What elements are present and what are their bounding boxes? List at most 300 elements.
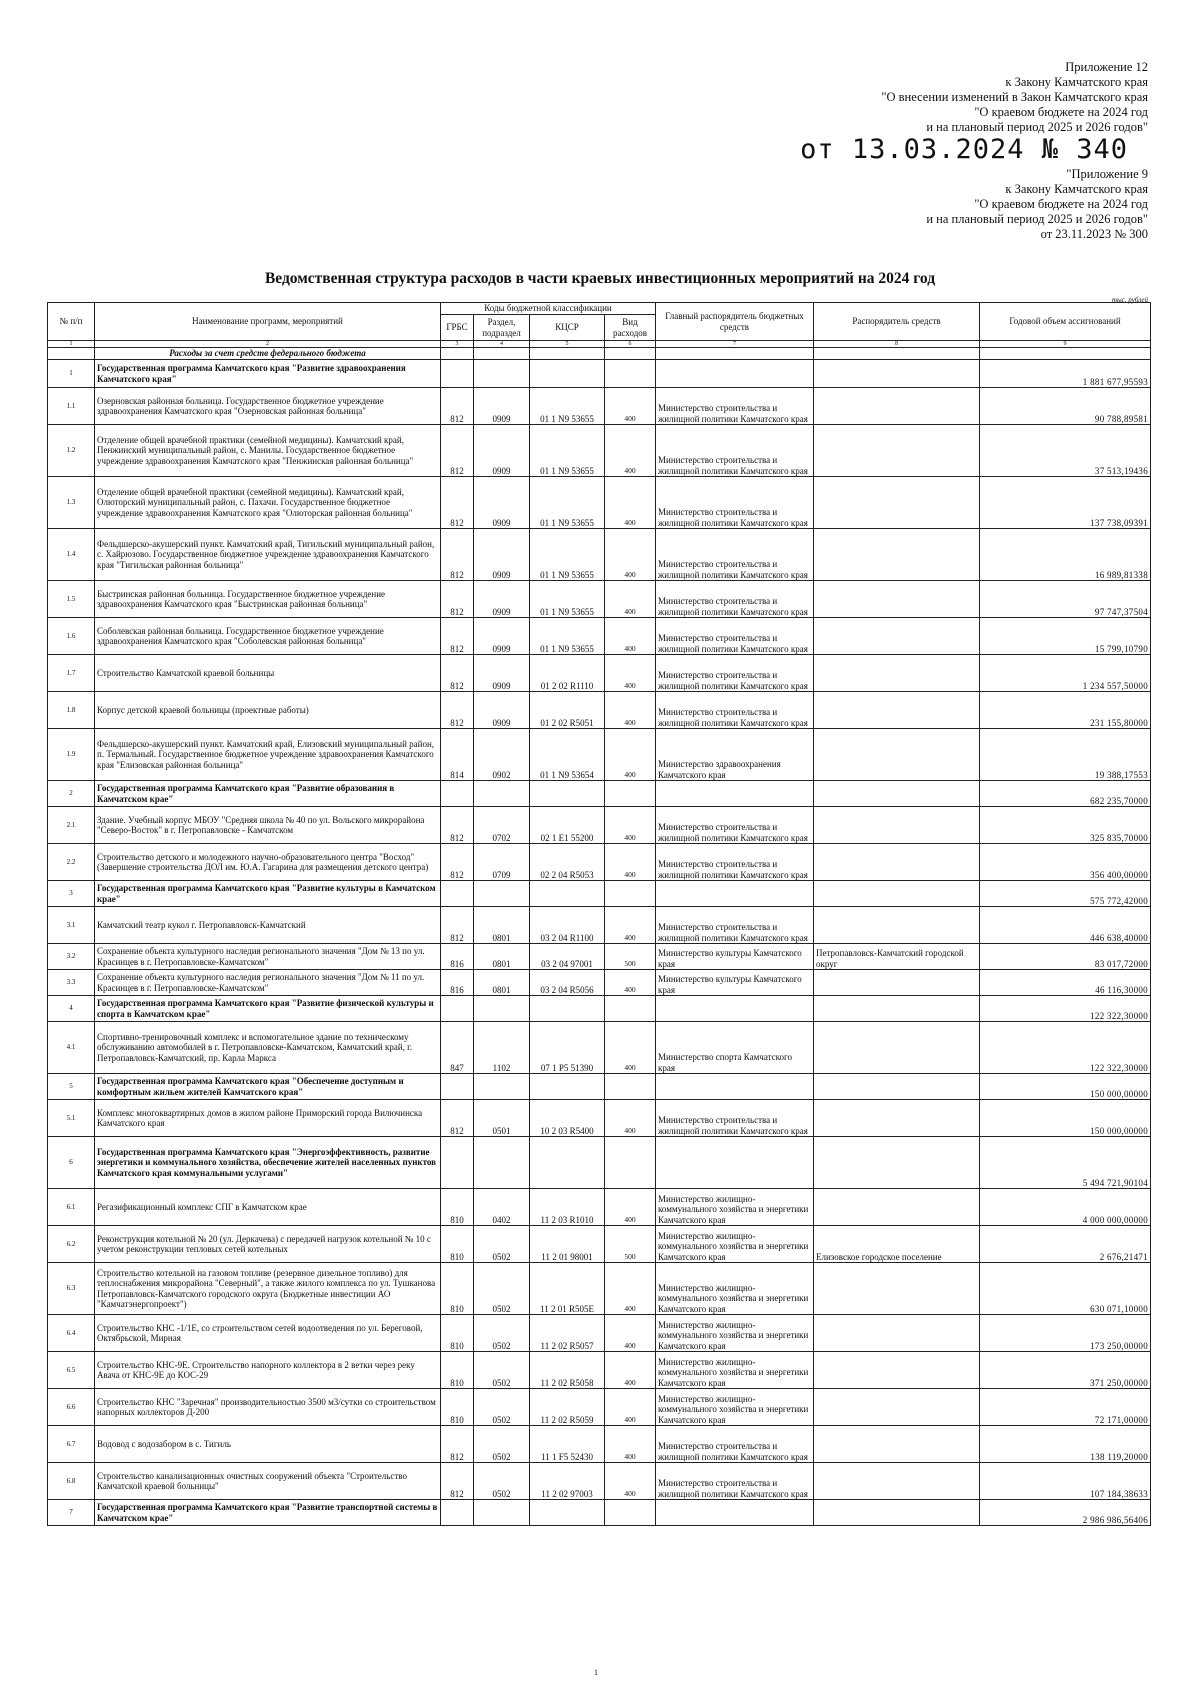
item-name: Строительство КНС "Заречная" производительностью 3500 м3/сутки со строительством напорных коллекторов Д-200: [95, 1389, 441, 1426]
annual-amount: 173 250,00000: [980, 1315, 1151, 1352]
funds-manager: [814, 581, 980, 618]
col-header-codes-group: Коды бюджетной классификации: [441, 303, 656, 315]
kcsr-code: 11 2 01 98001: [530, 1226, 605, 1263]
kcsr-code: 01 1 N9 53654: [530, 729, 605, 781]
kcsr-code: 07 1 P5 51390: [530, 1022, 605, 1074]
table-row: [48, 655, 1151, 692]
funds-manager: [814, 618, 980, 655]
row-number: 5: [48, 1074, 95, 1100]
item-name: Здание. Учебный корпус МБОУ "Средняя школа № 40 по ул. Вольского микрорайона "Северо-Восток" в г. Петропавловске - Камчатском: [95, 807, 441, 844]
row-number: 6.8: [48, 1463, 95, 1500]
table-row: [48, 944, 1151, 970]
grbs-code: [441, 1500, 474, 1526]
vid-code: 400: [605, 907, 656, 944]
grbs-code: 810: [441, 1226, 474, 1263]
annual-amount: 1 234 557,50000: [980, 655, 1151, 692]
grbs-code: 812: [441, 907, 474, 944]
item-name: Регазификационный комплекс СПГ в Камчатском крае: [95, 1189, 441, 1226]
razdel-code: 0909: [474, 618, 530, 655]
table-row: [48, 1352, 1151, 1389]
grbs-code: 810: [441, 1352, 474, 1389]
razdel-code: 0502: [474, 1315, 530, 1352]
main-manager: Министерство строительства и жилищной политики Камчатского края: [656, 1100, 814, 1137]
razdel-code: 1102: [474, 1022, 530, 1074]
table-row: [48, 907, 1151, 944]
kcsr-code: 01 1 N9 53655: [530, 425, 605, 477]
item-name: Государственная программа Камчатского края "Энергоэффективность, развитие энергетики и коммунального хозяйства, обеспечение жителей населенных пунктов Камчатского края коммунальными услугами": [95, 1137, 441, 1189]
razdel-code: 0801: [474, 907, 530, 944]
main-manager: [656, 1500, 814, 1526]
table-row: [48, 1263, 1151, 1315]
vid-code: 400: [605, 477, 656, 529]
page-number: 1: [594, 1668, 598, 1677]
row-number: 1.7: [48, 655, 95, 692]
funds-manager: [814, 729, 980, 781]
row-number: 1.5: [48, 581, 95, 618]
item-name: Государственная программа Камчатского края "Обеспечение доступным и комфортным жильем жителей Камчатского края": [95, 1074, 441, 1100]
kcsr-code: [530, 360, 605, 388]
kcsr-code: 01 1 N9 53655: [530, 529, 605, 581]
table-row: [48, 692, 1151, 729]
main-manager: Министерство строительства и жилищной политики Камчатского края: [656, 1426, 814, 1463]
kcsr-code: 02 1 E1 55200: [530, 807, 605, 844]
item-name: Строительство детского и молодежного научно-образовательного центра "Восход" (Завершение строительства ДОЛ им. Ю.А. Гагарина для размещения детского центра): [95, 844, 441, 881]
annual-amount: 5 494 721,90104: [980, 1137, 1151, 1189]
razdel-code: 0501: [474, 1100, 530, 1137]
vid-code: [605, 360, 656, 388]
annual-amount: 1 881 677,95593: [980, 360, 1151, 388]
funds-manager: [814, 1189, 980, 1226]
razdel-code: 0402: [474, 1189, 530, 1226]
table-row: [48, 529, 1151, 581]
col-header-num: № п/п: [48, 303, 95, 341]
funds-manager: [814, 1074, 980, 1100]
header-line: "О внесении изменений в Закон Камчатского края: [881, 90, 1148, 104]
grbs-code: 812: [441, 388, 474, 425]
grbs-code: 812: [441, 425, 474, 477]
main-manager: [656, 996, 814, 1022]
funds-manager: [814, 1463, 980, 1500]
kcsr-code: [530, 996, 605, 1022]
funds-manager: [814, 655, 980, 692]
row-number: 1.2: [48, 425, 95, 477]
row-number: 3.3: [48, 970, 95, 996]
grbs-code: [441, 781, 474, 807]
grbs-code: [441, 881, 474, 907]
vid-code: [605, 1137, 656, 1189]
annual-amount: 150 000,00000: [980, 1074, 1151, 1100]
vid-code: 400: [605, 807, 656, 844]
main-manager: [656, 781, 814, 807]
grbs-code: 812: [441, 529, 474, 581]
row-number: 1: [48, 360, 95, 388]
kcsr-code: 03 2 04 R5056: [530, 970, 605, 996]
funds-manager: [814, 1389, 980, 1426]
col-number: 1: [48, 341, 95, 348]
item-name: Сохранение объекта культурного наследия регионального значения "Дом № 13 по ул. Красинцев в г. Петропавловске-Камчатском": [95, 944, 441, 970]
col-number: 2: [95, 341, 441, 348]
main-manager: Министерство строительства и жилищной политики Камчатского края: [656, 477, 814, 529]
kcsr-code: 03 2 04 R1100: [530, 907, 605, 944]
vid-code: 400: [605, 1426, 656, 1463]
header-line: Приложение 12: [1065, 60, 1148, 74]
row-number: 2.1: [48, 807, 95, 844]
table-row: [48, 729, 1151, 781]
razdel-code: 0502: [474, 1389, 530, 1426]
main-manager: [656, 1137, 814, 1189]
row-number: 2: [48, 781, 95, 807]
row-number: 1.3: [48, 477, 95, 529]
col-number: 3: [441, 341, 474, 348]
item-name: Комплекс многоквартирных домов в жилом районе Приморский города Вилючинска Камчатского края: [95, 1100, 441, 1137]
item-name: Камчатский театр кукол г. Петропавловск-Камчатский: [95, 907, 441, 944]
kcsr-code: 10 2 03 R5400: [530, 1100, 605, 1137]
grbs-code: 812: [441, 655, 474, 692]
grbs-code: [441, 996, 474, 1022]
vid-code: 400: [605, 1315, 656, 1352]
row-number: 3.1: [48, 907, 95, 944]
main-manager: Министерство строительства и жилищной политики Камчатского края: [656, 907, 814, 944]
razdel-code: [474, 360, 530, 388]
col-number: 8: [814, 341, 980, 348]
annual-amount: 150 000,00000: [980, 1100, 1151, 1137]
grbs-code: 812: [441, 692, 474, 729]
row-number: 6.2: [48, 1226, 95, 1263]
funds-manager: Елизовское городское поселение: [814, 1226, 980, 1263]
expenses-table: [47, 302, 1151, 1526]
funds-manager: [814, 1352, 980, 1389]
main-manager: Министерство жилищно-коммунального хозяйства и энергетики Камчатского края: [656, 1226, 814, 1263]
kcsr-code: 11 2 02 R5059: [530, 1389, 605, 1426]
row-number: 3: [48, 881, 95, 907]
item-name: Отделение общей врачебной практики (семейной медицины). Камчатский край, Олюторский муниципальный район, с. Пахачи. Государственное бюджетное учреждение здравоохранения Камчатского края "Олюторская районная больница": [95, 477, 441, 529]
grbs-code: [441, 360, 474, 388]
kcsr-code: 01 1 N9 53655: [530, 618, 605, 655]
item-name: Государственная программа Камчатского края "Развитие транспортной системы в Камчатском крае": [95, 1500, 441, 1526]
funds-manager: [814, 781, 980, 807]
razdel-code: 0909: [474, 388, 530, 425]
units-label: тыс. рублей: [1111, 296, 1148, 304]
razdel-code: 0709: [474, 844, 530, 881]
main-manager: Министерство жилищно-коммунального хозяйства и энергетики Камчатского края: [656, 1263, 814, 1315]
col-number: 7: [656, 341, 814, 348]
table-row: [48, 1389, 1151, 1426]
row-number: 6.5: [48, 1352, 95, 1389]
vid-code: 400: [605, 1352, 656, 1389]
item-name: Фельдшерско-акушерский пункт. Камчатский край, Елизовский муниципальный район, п. Термальный. Государственное бюджетное учреждение здравоохранения Камчатского края "Елизовская районная больница": [95, 729, 441, 781]
funds-manager: [814, 996, 980, 1022]
main-manager: Министерство строительства и жилищной политики Камчатского края: [656, 388, 814, 425]
grbs-code: [441, 1137, 474, 1189]
annual-amount: 122 322,30000: [980, 1022, 1151, 1074]
annual-amount: 122 322,30000: [980, 996, 1151, 1022]
vid-code: 400: [605, 1022, 656, 1074]
grbs-code: 810: [441, 1189, 474, 1226]
razdel-code: 0502: [474, 1226, 530, 1263]
grbs-code: 816: [441, 944, 474, 970]
razdel-code: 0702: [474, 807, 530, 844]
main-manager: Министерство строительства и жилищной политики Камчатского края: [656, 581, 814, 618]
funds-manager: [814, 1500, 980, 1526]
table-row: [48, 807, 1151, 844]
row-number: 6.7: [48, 1426, 95, 1463]
annual-amount: 97 747,37504: [980, 581, 1151, 618]
col-number: 4: [474, 341, 530, 348]
program-row: [48, 1137, 1151, 1189]
grbs-code: 816: [441, 970, 474, 996]
razdel-code: 0801: [474, 970, 530, 996]
col-header-razdel: Раздел, подраздел: [474, 315, 530, 341]
main-manager: Министерство строительства и жилищной политики Камчатского края: [656, 1463, 814, 1500]
annual-amount: 575 772,42000: [980, 881, 1151, 907]
annual-amount: 356 400,00000: [980, 844, 1151, 881]
vid-code: 500: [605, 1226, 656, 1263]
razdel-code: [474, 1500, 530, 1526]
kcsr-code: [530, 881, 605, 907]
razdel-code: [474, 1074, 530, 1100]
funds-manager: [814, 1315, 980, 1352]
kcsr-code: 11 2 01 R505E: [530, 1263, 605, 1315]
grbs-code: 812: [441, 1100, 474, 1137]
col-number: 6: [605, 341, 656, 348]
annual-amount: 371 250,00000: [980, 1352, 1151, 1389]
kcsr-code: [530, 1074, 605, 1100]
main-manager: Министерство культуры Камчатского края: [656, 944, 814, 970]
row-number: 1.9: [48, 729, 95, 781]
item-name: Строительство КНС -1/1Е, со строительством сетей водоотведения по ул. Береговой, Октябрьской, Мирная: [95, 1315, 441, 1352]
grbs-code: 812: [441, 581, 474, 618]
table-row: [48, 1100, 1151, 1137]
vid-code: 400: [605, 581, 656, 618]
document-header: [800, 60, 1148, 242]
annual-amount: 325 835,70000: [980, 807, 1151, 844]
vid-code: 400: [605, 970, 656, 996]
item-name: Строительство КНС-9Е. Строительство напорного коллектора в 2 ветки через реку Авача от КНС-9Е до КОС-29: [95, 1352, 441, 1389]
row-number: 3.2: [48, 944, 95, 970]
table-row: [48, 581, 1151, 618]
item-name: Государственная программа Камчатского края "Развитие физической культуры и спорта в Камчатском крае": [95, 996, 441, 1022]
razdel-code: 0902: [474, 729, 530, 781]
razdel-code: [474, 996, 530, 1022]
kcsr-code: 01 2 02 R1110: [530, 655, 605, 692]
funds-manager: [814, 360, 980, 388]
main-manager: Министерство строительства и жилищной политики Камчатского края: [656, 425, 814, 477]
kcsr-code: 01 1 N9 53655: [530, 581, 605, 618]
vid-code: [605, 1500, 656, 1526]
annual-amount: 4 000 000,00000: [980, 1189, 1151, 1226]
main-manager: Министерство строительства и жилищной политики Камчатского края: [656, 655, 814, 692]
row-number: 1.1: [48, 388, 95, 425]
col-header-glav: Главный распорядитель бюджетных средств: [656, 303, 814, 341]
table-row: [48, 388, 1151, 425]
item-name: Государственная программа Камчатского края "Развитие здравоохранения Камчатского края": [95, 360, 441, 388]
razdel-code: [474, 1137, 530, 1189]
kcsr-code: [530, 781, 605, 807]
header-line: "О краевом бюджете на 2024 год: [974, 197, 1148, 211]
table-row: [48, 1226, 1151, 1263]
kcsr-code: 01 1 N9 53655: [530, 477, 605, 529]
col-header-name: Наименование программ, мероприятий: [95, 303, 441, 341]
vid-code: 400: [605, 1100, 656, 1137]
row-number: 4.1: [48, 1022, 95, 1074]
row-number: 6.4: [48, 1315, 95, 1352]
vid-code: [605, 1074, 656, 1100]
razdel-code: [474, 881, 530, 907]
funds-manager: [814, 388, 980, 425]
funds-manager: [814, 881, 980, 907]
grbs-code: 810: [441, 1315, 474, 1352]
program-row: [48, 1500, 1151, 1526]
header-line: к Закону Камчатского края: [1005, 182, 1148, 196]
item-name: Быстринская районная больница. Государственное бюджетное учреждение здравоохранения Камчатского края "Быстринская районная больница": [95, 581, 441, 618]
annual-amount: 446 638,40000: [980, 907, 1151, 944]
grbs-code: 812: [441, 807, 474, 844]
annual-amount: 682 235,70000: [980, 781, 1151, 807]
main-manager: Министерство строительства и жилищной политики Камчатского края: [656, 807, 814, 844]
item-name: Фельдшерско-акушерский пункт. Камчатский край, Тигильский муниципальный район, с. Хайрюзово. Государственное бюджетное учреждение здравоохранения Камчатского края "Тигильская районная больница": [95, 529, 441, 581]
vid-code: 400: [605, 1463, 656, 1500]
grbs-code: 847: [441, 1022, 474, 1074]
item-name: Соболевская районная больница. Государственное бюджетное учреждение здравоохранения Камчатского края "Соболевская районная больница": [95, 618, 441, 655]
col-header-grbs: ГРБС: [441, 315, 474, 341]
kcsr-code: 11 2 02 97003: [530, 1463, 605, 1500]
table-row: [48, 618, 1151, 655]
funds-manager: [814, 907, 980, 944]
row-number: 6.3: [48, 1263, 95, 1315]
grbs-code: 810: [441, 1263, 474, 1315]
row-number: 6.6: [48, 1389, 95, 1426]
col-number: 5: [530, 341, 605, 348]
annual-amount: 72 171,00000: [980, 1389, 1151, 1426]
vid-code: 400: [605, 692, 656, 729]
table-row: [48, 970, 1151, 996]
main-manager: Министерство строительства и жилищной политики Камчатского края: [656, 844, 814, 881]
main-manager: Министерство строительства и жилищной политики Камчатского края: [656, 692, 814, 729]
item-name: Строительство канализационных очистных сооружений объекта "Строительство Камчатской краевой больницы": [95, 1463, 441, 1500]
funds-manager: [814, 1263, 980, 1315]
vid-code: 400: [605, 655, 656, 692]
kcsr-code: 11 2 02 R5057: [530, 1315, 605, 1352]
kcsr-code: 03 2 04 97001: [530, 944, 605, 970]
item-name: Строительство котельной на газовом топливе (резервное дизельное топливо) для теплоснабжения микрорайона "Северный", а также жилого комплекса по ул. Тушканова Петропавловск-Камчатского городского округа (Бюджетные инвестиции АО "Камчатэнергопроект"): [95, 1263, 441, 1315]
header-line: "О краевом бюджете на 2024 год: [974, 105, 1148, 119]
razdel-code: 0502: [474, 1426, 530, 1463]
row-number: 2.2: [48, 844, 95, 881]
kcsr-code: [530, 1137, 605, 1189]
main-manager: Министерство жилищно-коммунального хозяйства и энергетики Камчатского края: [656, 1315, 814, 1352]
item-name: Сохранение объекта культурного наследия регионального значения "Дом № 11 по ул. Красинцев в г. Петропавловске-Камчатском": [95, 970, 441, 996]
funds-manager: [814, 1022, 980, 1074]
col-number: 9: [980, 341, 1151, 348]
row-number: 4: [48, 996, 95, 1022]
funds-manager: [814, 692, 980, 729]
main-manager: Министерство культуры Камчатского края: [656, 970, 814, 996]
grbs-code: 814: [441, 729, 474, 781]
razdel-code: 0909: [474, 581, 530, 618]
row-number: 1.6: [48, 618, 95, 655]
razdel-code: 0801: [474, 944, 530, 970]
row-number: 1.8: [48, 692, 95, 729]
program-row: [48, 360, 1151, 388]
col-header-rasp: Распорядитель средств: [814, 303, 980, 341]
main-manager: Министерство жилищно-коммунального хозяйства и энергетики Камчатского края: [656, 1389, 814, 1426]
header-line: к Закону Камчатского края: [1005, 75, 1148, 89]
main-manager: Министерство здравоохранения Камчатского края: [656, 729, 814, 781]
header-line: "Приложение 9: [1066, 167, 1148, 181]
razdel-code: 0502: [474, 1463, 530, 1500]
row-number: 6.1: [48, 1189, 95, 1226]
main-manager: [656, 881, 814, 907]
vid-code: 500: [605, 944, 656, 970]
kcsr-code: 01 2 02 R5051: [530, 692, 605, 729]
annual-amount: 19 388,17553: [980, 729, 1151, 781]
annual-amount: 2 676,21471: [980, 1226, 1151, 1263]
section-title: Расходы за счет средств федерального бюджета: [95, 348, 441, 360]
vid-code: 400: [605, 618, 656, 655]
razdel-code: 0909: [474, 529, 530, 581]
main-manager: Министерство жилищно-коммунального хозяйства и энергетики Камчатского края: [656, 1352, 814, 1389]
vid-code: [605, 996, 656, 1022]
item-name: Отделение общей врачебной практики (семейной медицины). Камчатский край, Пенжинский муниципальный район, с. Манилы. Государственное бюджетное учреждение здравоохранения Камчатского края "Пенжинская районная больница": [95, 425, 441, 477]
razdel-code: 0909: [474, 692, 530, 729]
vid-code: 400: [605, 388, 656, 425]
annual-amount: 2 986 986,56406: [980, 1500, 1151, 1526]
item-name: Водовод с водозабором в с. Тигиль: [95, 1426, 441, 1463]
table-row: [48, 1315, 1151, 1352]
kcsr-code: [530, 1500, 605, 1526]
col-header-sum: Годовой объем ассигнований: [980, 303, 1151, 341]
table-row: [48, 1189, 1151, 1226]
header-line: от 23.11.2023 № 300: [1040, 227, 1148, 241]
annual-amount: 630 071,10000: [980, 1263, 1151, 1315]
vid-code: 400: [605, 425, 656, 477]
date-number-stamp: от 13.03.2024 № 340: [800, 134, 1128, 165]
vid-code: 400: [605, 1263, 656, 1315]
item-name: Строительство Камчатской краевой больницы: [95, 655, 441, 692]
annual-amount: 138 119,20000: [980, 1426, 1151, 1463]
main-manager: [656, 1074, 814, 1100]
table-row: [48, 477, 1151, 529]
program-row: [48, 996, 1151, 1022]
grbs-code: 810: [441, 1389, 474, 1426]
funds-manager: [814, 425, 980, 477]
grbs-code: 812: [441, 618, 474, 655]
program-row: [48, 1074, 1151, 1100]
annual-amount: 107 184,38633: [980, 1463, 1151, 1500]
funds-manager: [814, 970, 980, 996]
document-title: Ведомственная структура расходов в части краевых инвестиционных мероприятий на 2024 год: [264, 270, 936, 287]
vid-code: 400: [605, 529, 656, 581]
main-manager: Министерство строительства и жилищной политики Камчатского края: [656, 618, 814, 655]
annual-amount: 137 738,09391: [980, 477, 1151, 529]
razdel-code: 0909: [474, 425, 530, 477]
razdel-code: 0909: [474, 477, 530, 529]
funds-manager: [814, 1426, 980, 1463]
annual-amount: 15 799,10790: [980, 618, 1151, 655]
row-number: 6: [48, 1137, 95, 1189]
header-line: и на плановый период 2025 и 2026 годов": [926, 212, 1148, 226]
vid-code: 400: [605, 729, 656, 781]
funds-manager: [814, 844, 980, 881]
annual-amount: 46 116,30000: [980, 970, 1151, 996]
table-row: [48, 1022, 1151, 1074]
main-manager: Министерство строительства и жилищной политики Камчатского края: [656, 529, 814, 581]
kcsr-code: 02 2 04 R5053: [530, 844, 605, 881]
row-number: 1.4: [48, 529, 95, 581]
razdel-code: 0502: [474, 1352, 530, 1389]
grbs-code: [441, 1074, 474, 1100]
funds-manager: [814, 477, 980, 529]
